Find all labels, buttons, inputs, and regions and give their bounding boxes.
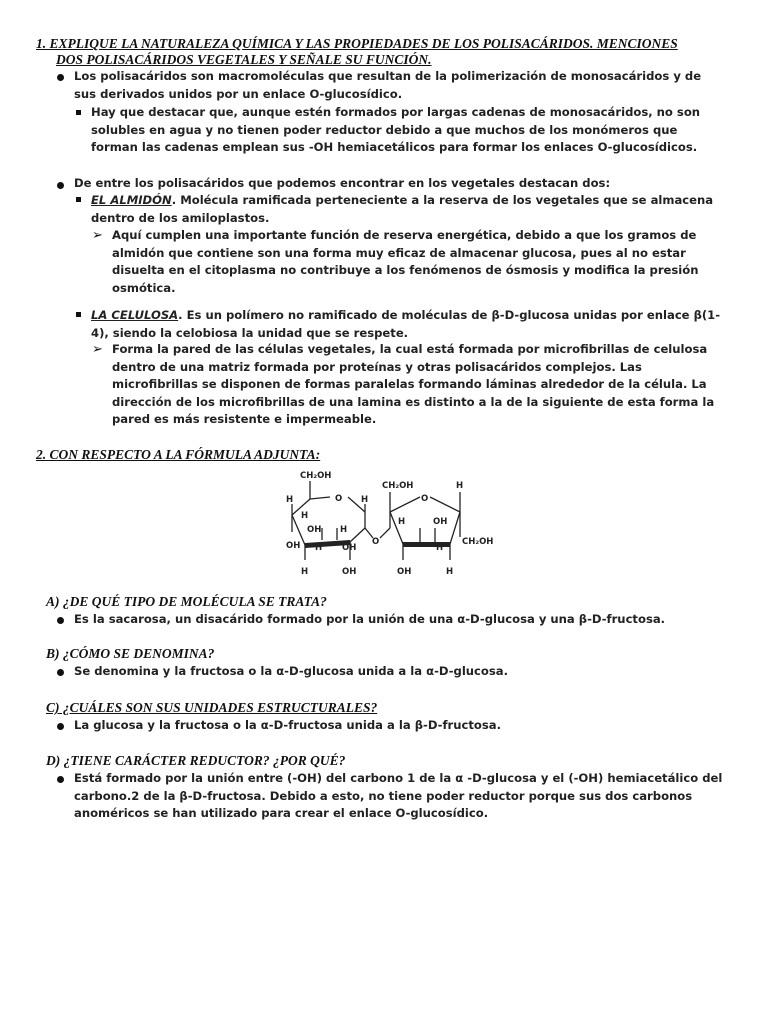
h-label: H (301, 567, 309, 577)
h-label: H (446, 567, 454, 577)
oh-label: OH (342, 567, 357, 577)
q2-a-question: A) ¿DE QUÉ TIPO DE MOLÉCULA SE TRATA? (46, 594, 327, 609)
q1-title-line2: DOS POLISACÁRIDOS VEGETALES Y SEÑALE SU FUNCIÓN. (56, 52, 432, 67)
bullet-dot (57, 617, 64, 624)
almidon-sub: Aquí cumplen una importante función de reserva energética, debido a que los gramos de almidón que contiene son una forma muy eficaz de almacenar glucosa, pues al no estar disuelta en el citoplasma no contribuye a los fenómenos de ósmosis y modifica la presión osmótica. (112, 228, 699, 295)
q1-title-line1: 1. EXPLIQUE LA NATURALEZA QUÍMICA Y LAS PROPIEDADES DE LOS POLISACÁRIDOS. MENCIONES (36, 36, 678, 51)
bullet-square (76, 197, 81, 202)
bullet-dot (57, 669, 64, 676)
fructose-ring (380, 492, 460, 560)
oh-label: OH (286, 541, 301, 551)
bullet-dot (57, 74, 64, 81)
q2-b-answer: Se denomina y la fructosa o la α-D-glucosa unida a la α-D-glucosa. (74, 664, 509, 678)
ch2oh-label: CH₂OH (382, 481, 414, 491)
ch2oh-label: CH₂OH (462, 537, 494, 547)
sucrose-formula-diagram (270, 462, 510, 582)
celulosa-text: . Es un polímero no ramificado de moléculas de β-D-glucosa unidas por enlace β(1-4), siendo la celobiosa la unidad que se respete. (91, 308, 721, 340)
bullet-square (76, 110, 81, 115)
h-label: H (436, 543, 444, 553)
bullet-dot (57, 182, 64, 189)
oh-label: OH (397, 567, 412, 577)
q2-c-question: C) ¿CUÁLES SON SUS UNIDADES ESTRUCTURALES? (46, 700, 378, 715)
h-label: H (361, 495, 369, 505)
h-label: H (286, 495, 294, 505)
h-label: H (456, 481, 464, 491)
q2-d-answer: Está formado por la unión entre (-OH) del carbono 1 de la α -D-glucosa y el (-OH) hemiacetálico del carbono.2 de la β-D-fructosa. Debido a esto, no tiene poder reductor porque sus dos carbonos anoméricos se han utilizado para crear el enlace O-glucosídico. (74, 771, 723, 820)
arrow-bullet-icon: ➢ (92, 228, 103, 243)
h-label: H (340, 525, 348, 535)
almidon-paragraph (91, 192, 721, 227)
ring-oxygen-label: O (335, 494, 343, 504)
glycosidic-oxygen-label: O (372, 537, 380, 547)
q2-c-answer: La glucosa y la fructosa o la α-D-fructosa unida a la β-D-fructosa. (74, 718, 501, 732)
q2-title: 2. CON RESPECTO A LA FÓRMULA ADJUNTA: (36, 447, 321, 462)
almidon-label: EL ALMIDÓN (91, 193, 172, 207)
q2-b-question: B) ¿CÓMO SE DENOMINA? (46, 646, 215, 661)
q2-a-answer: Es la sacarosa, un disacárido formado por la unión de una α-D-glucosa y una β-D-fructosa. (74, 612, 666, 626)
ring-oxygen-label: O (421, 494, 429, 504)
q2-d-question: D) ¿TIENE CARÁCTER REDUCTOR? ¿POR QUÉ? (46, 753, 346, 768)
bullet-square (76, 312, 81, 317)
q1-paragraph-1: Los polisacáridos son macromoléculas que resultan de la polimerización de monosacáridos y de sus derivados unidos por un enlace O-glucosídico. (74, 69, 702, 101)
celulosa-paragraph (91, 307, 721, 342)
ch2oh-label: CH₂OH (300, 471, 332, 481)
oh-label: OH (433, 517, 448, 527)
celulosa-label: LA CELULOSA (91, 308, 179, 322)
h-label: H (398, 517, 406, 527)
oh-label: OH (307, 525, 322, 535)
q1-paragraph-1-sub: Hay que destacar que, aunque estén formados por largas cadenas de monosacáridos, no son solubles en agua y no tienen poder reductor debido a que muchos de los monómeros que forman las cadenas emplean sus -OH hemiacetálicos para formar los enlaces O-glucosídicos. (91, 105, 701, 154)
oh-label: OH (342, 543, 357, 553)
arrow-bullet-icon: ➢ (92, 342, 103, 357)
bullet-dot (57, 776, 64, 783)
celulosa-sub: Forma la pared de las células vegetales, la cual está formada por microfibrillas de celulosa dentro de una matriz formada por proteínas y otras polisacáridos complejos. Las microfibrillas se disponen de formas paralelas formando láminas alrededor de la célula. La dirección de los microfibrillas de una lamina es distinto a la de la siguiente de esta forma la pared es más resistente e impermeable. (112, 342, 715, 426)
h-label: H (301, 511, 309, 521)
almidon-text: . Molécula ramificada perteneciente a la reserva de los vegetales que se almacena dentro de los amiloplastos. (91, 193, 714, 225)
q1-paragraph-2: De entre los polisacáridos que podemos encontrar en los vegetales destacan dos: (74, 176, 611, 190)
h-label: H (315, 543, 323, 553)
bullet-dot (57, 723, 64, 730)
